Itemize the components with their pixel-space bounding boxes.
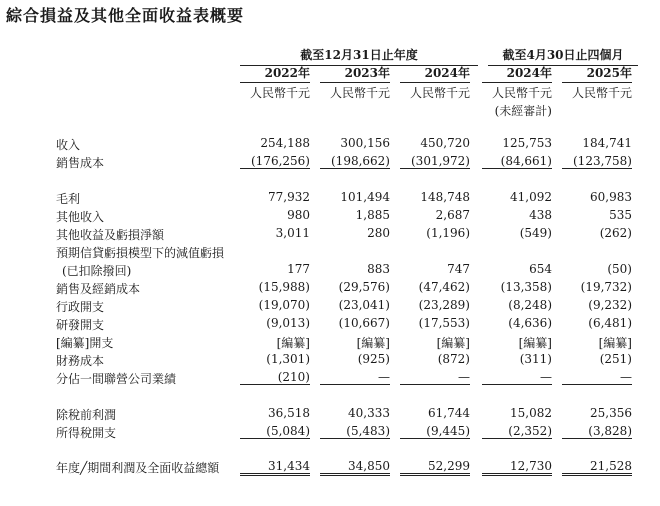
value-cell: 31,434 <box>240 459 310 476</box>
redacted-expenses-row <box>0 334 660 352</box>
value-cell: (9,445) <box>400 424 470 439</box>
value-cell: (123,758) <box>562 154 632 169</box>
value-cell: (84,661) <box>482 154 552 169</box>
value-cell: (176,256) <box>240 154 310 169</box>
column-unit: 人民幣千元 <box>249 86 310 100</box>
value-cell: 747 <box>447 262 470 276</box>
value-cell: (1,196) <box>426 226 470 240</box>
row-label: 所得稅開支 <box>56 426 117 440</box>
row-label: 銷售成本 <box>56 156 105 170</box>
value-cell: 654 <box>529 262 552 276</box>
value-cell: 535 <box>609 208 632 222</box>
value-cell: 125,753 <box>502 136 552 150</box>
row-label: 研發開支 <box>56 318 105 332</box>
value-cell: (10,667) <box>338 316 390 330</box>
statement-title: 綜合損益及其他全面收益表概要 <box>6 6 245 25</box>
value-cell: (17,553) <box>418 316 470 330</box>
value-cell: (8,248) <box>508 298 552 312</box>
value-cell: 25,356 <box>590 406 632 420</box>
value-cell: [編纂] <box>276 336 310 350</box>
revenue-row <box>0 136 660 154</box>
value-cell: (925) <box>357 352 390 366</box>
value-cell: 21,528 <box>562 459 632 476</box>
row-label: 其他收益及虧損淨額 <box>56 228 165 242</box>
value-cell: 980 <box>287 208 310 222</box>
admin-expenses-row <box>0 298 660 316</box>
value-cell: (198,662) <box>320 154 390 169</box>
value-cell: (311) <box>519 352 552 366</box>
value-cell: (262) <box>599 226 632 240</box>
row-label: [編纂]開支 <box>56 336 114 350</box>
row-label: 行政開支 <box>56 300 105 314</box>
gross-profit-row <box>0 190 660 208</box>
row-label: 毛利 <box>56 192 81 206</box>
value-cell: (3,828) <box>562 424 632 439</box>
value-cell: (50) <box>607 262 632 276</box>
column-header-2024 <box>400 64 470 101</box>
value-cell: — <box>320 370 390 385</box>
total-comprehensive-income-row <box>0 459 660 477</box>
value-cell: (29,576) <box>338 280 390 294</box>
other-income-row <box>0 208 660 226</box>
value-cell: [編纂] <box>598 336 632 350</box>
column-unit: 人民幣千元 <box>329 86 390 100</box>
row-label: 銷售及經銷成本 <box>56 282 141 296</box>
value-cell: [編纂] <box>518 336 552 350</box>
value-cell: 34,850 <box>320 459 390 476</box>
value-cell: — <box>482 370 552 385</box>
column-year: 2024年 <box>400 64 470 83</box>
value-cell: 280 <box>367 226 390 240</box>
other-gains-losses-row <box>0 226 660 244</box>
selling-distribution-row <box>0 280 660 298</box>
value-cell: 254,188 <box>260 136 310 150</box>
value-cell: (9,232) <box>588 298 632 312</box>
value-cell: 1,885 <box>355 208 390 222</box>
column-header-2023 <box>320 64 390 101</box>
column-unit: 人民幣千元 <box>409 86 470 100</box>
fy-group-header: 截至12月31日止年度 <box>240 46 478 66</box>
value-cell: 15,082 <box>510 406 552 420</box>
row-label: 預期信貸虧損模型下的減值虧損 <box>56 246 225 260</box>
income-tax-row <box>0 424 660 442</box>
row-label: 年度╱期間利潤及全面收益總額 <box>56 461 220 475</box>
row-label: 分佔一間聯營公司業績 <box>56 372 177 386</box>
value-cell: (5,483) <box>320 424 390 439</box>
row-label: 其他收入 <box>56 210 105 224</box>
value-cell: 3,011 <box>275 226 310 240</box>
value-cell: 41,092 <box>510 190 552 204</box>
value-cell: 177 <box>287 262 310 276</box>
value-cell: (6,481) <box>588 316 632 330</box>
value-cell: (19,732) <box>580 280 632 294</box>
column-year: 2023年 <box>320 64 390 83</box>
column-header-2024-4m <box>482 64 552 119</box>
value-cell: 883 <box>367 262 390 276</box>
value-cell: (2,352) <box>482 424 552 439</box>
column-year: 2024年 <box>482 64 552 83</box>
value-cell: [編纂] <box>436 336 470 350</box>
associate-share-row <box>0 370 660 388</box>
row-label: 收入 <box>56 138 81 152</box>
impairment-reversal-row <box>0 262 660 280</box>
row-label: 財務成本 <box>56 354 105 368</box>
value-cell: (23,289) <box>418 298 470 312</box>
value-cell: (5,084) <box>240 424 310 439</box>
column-year: 2022年 <box>240 64 310 83</box>
value-cell: (19,070) <box>258 298 310 312</box>
cost-of-sales-row <box>0 154 660 172</box>
value-cell: — <box>400 370 470 385</box>
value-cell: (15,988) <box>258 280 310 294</box>
value-cell: 40,333 <box>348 406 390 420</box>
value-cell: [編纂] <box>356 336 390 350</box>
row-label: (已扣除撥回) <box>62 264 132 278</box>
value-cell: 450,720 <box>420 136 470 150</box>
value-cell: 12,730 <box>482 459 552 476</box>
value-cell: (872) <box>437 352 470 366</box>
column-header-2022 <box>240 64 310 101</box>
rd-expenses-row <box>0 316 660 334</box>
value-cell: (9,013) <box>266 316 310 330</box>
value-cell: (251) <box>599 352 632 366</box>
profit-before-tax-row <box>0 406 660 424</box>
value-cell: (1,301) <box>266 352 310 366</box>
value-cell: 61,744 <box>428 406 470 420</box>
column-unit: 人民幣千元 <box>491 86 552 100</box>
value-cell: 438 <box>529 208 552 222</box>
value-cell: 36,518 <box>268 406 310 420</box>
value-cell: 60,983 <box>590 190 632 204</box>
value-cell: — <box>562 370 632 385</box>
value-cell: 184,741 <box>582 136 632 150</box>
value-cell: (47,462) <box>418 280 470 294</box>
value-cell: 52,299 <box>400 459 470 476</box>
value-cell: (301,972) <box>400 154 470 169</box>
column-note-unaudited: (未經審計) <box>494 104 552 118</box>
value-cell: 101,494 <box>340 190 390 204</box>
row-label: 除稅前利潤 <box>56 408 117 422</box>
value-cell: (549) <box>519 226 552 240</box>
value-cell: 148,748 <box>420 190 470 204</box>
impairment-losses-row <box>0 244 660 262</box>
value-cell: (4,636) <box>508 316 552 330</box>
finance-costs-row <box>0 352 660 370</box>
value-cell: (23,041) <box>338 298 390 312</box>
value-cell: 300,156 <box>340 136 390 150</box>
value-cell: 2,687 <box>435 208 470 222</box>
four-months-group-header: 截至4月30日止四個月 <box>488 46 638 66</box>
value-cell: (13,358) <box>500 280 552 294</box>
column-header-2025-4m <box>562 64 632 101</box>
column-unit: 人民幣千元 <box>571 86 632 100</box>
value-cell: (210) <box>240 370 310 385</box>
column-year: 2025年 <box>562 64 632 83</box>
value-cell: 77,932 <box>268 190 310 204</box>
